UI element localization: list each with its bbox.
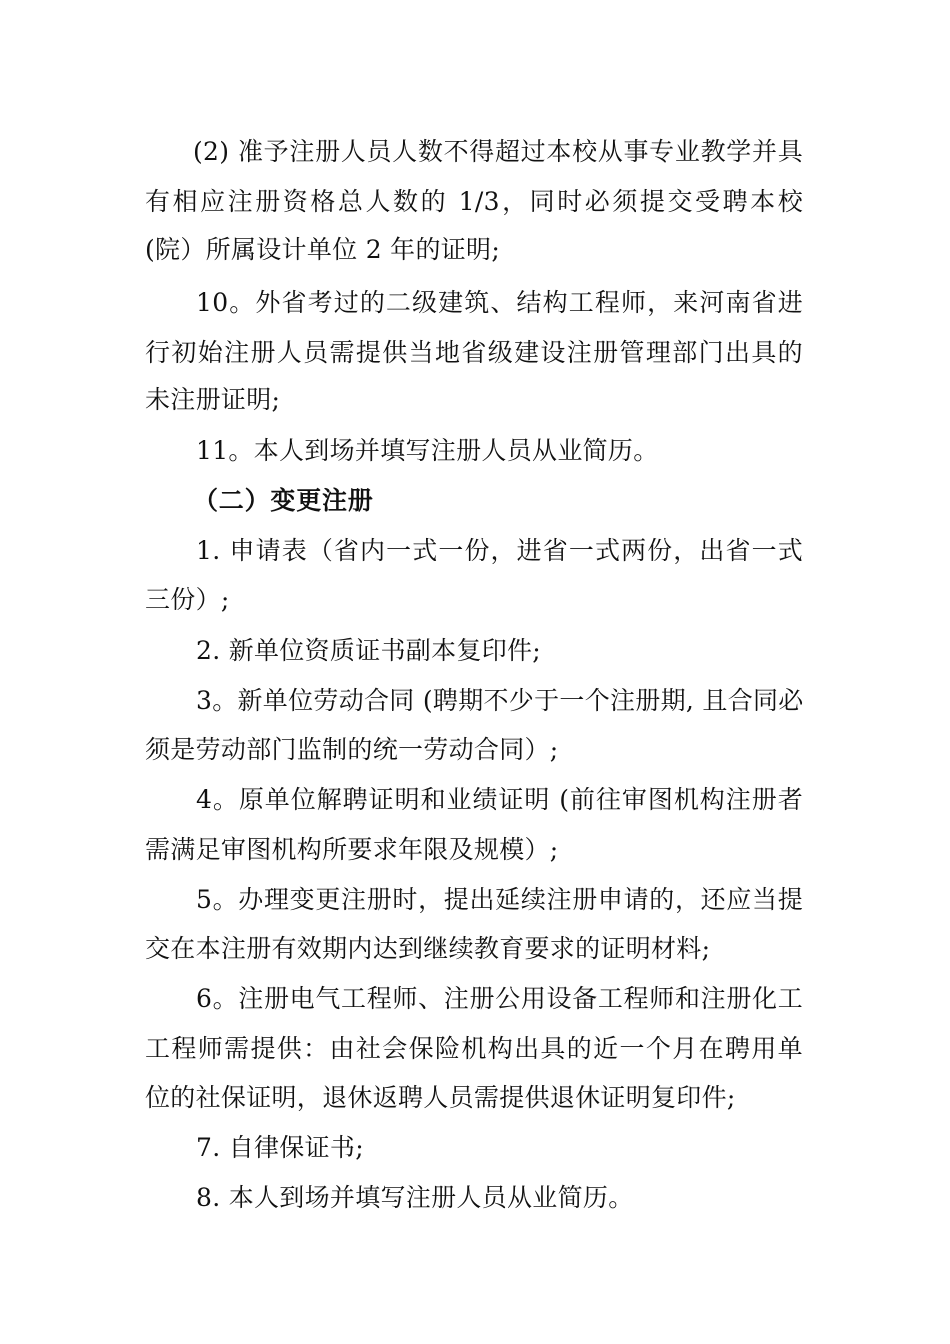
text-line-3: (院）所属设计单位 2 年的证明; bbox=[145, 235, 501, 264]
text-line-7: 11。本人到场并填写注册人员从业简历。 bbox=[196, 436, 659, 465]
text-line-16: 5。办理变更注册时，提出延续注册申请的，还应当提 bbox=[196, 885, 803, 914]
text-line-13: 须是劳动部门监制的统一劳动合同）; bbox=[145, 735, 559, 764]
text-line-14: 4。原单位解聘证明和业绩证明 (前往审图机构注册者 bbox=[196, 785, 803, 814]
text-line-21: 7. 自律保证书; bbox=[196, 1133, 364, 1162]
text-line-18: 6。注册电气工程师、注册公用设备工程师和注册化工 bbox=[196, 984, 803, 1013]
text-line-12: 3。新单位劳动合同 (聘期不少于一个注册期, 且合同必 bbox=[196, 686, 804, 715]
text-line-9: 1. 申请表（省内一式一份，进省一式两份，出省一式 bbox=[196, 536, 803, 565]
section-heading: （二）变更注册 bbox=[193, 486, 374, 515]
text-line-2: 有相应注册资格总人数的 1/3，同时必须提交受聘本校 bbox=[145, 187, 803, 216]
text-line-15: 需满足审图机构所要求年限及规模）; bbox=[145, 835, 559, 864]
text-line-11: 2. 新单位资质证书副本复印件; bbox=[196, 636, 542, 665]
text-line-5: 行初始注册人员需提供当地省级建设注册管理部门出具的 bbox=[145, 338, 803, 367]
text-line-17: 交在本注册有效期内达到继续教育要求的证明材料; bbox=[145, 934, 711, 963]
text-line-6: 未注册证明; bbox=[145, 385, 281, 414]
text-line-10: 三份）; bbox=[145, 585, 230, 614]
text-line-20: 位的社保证明，退休返聘人员需提供退休证明复印件; bbox=[145, 1083, 736, 1112]
text-line-1: (2) 准予注册人员人数不得超过本校从事专业教学并具 bbox=[193, 137, 803, 166]
text-line-19: 工程师需提供：由社会保险机构出具的近一个月在聘用单 bbox=[145, 1034, 803, 1063]
text-line-22: 8. 本人到场并填写注册人员从业简历。 bbox=[196, 1183, 634, 1212]
text-line-4: 10。外省考过的二级建筑、结构工程师，来河南省进 bbox=[196, 288, 803, 317]
